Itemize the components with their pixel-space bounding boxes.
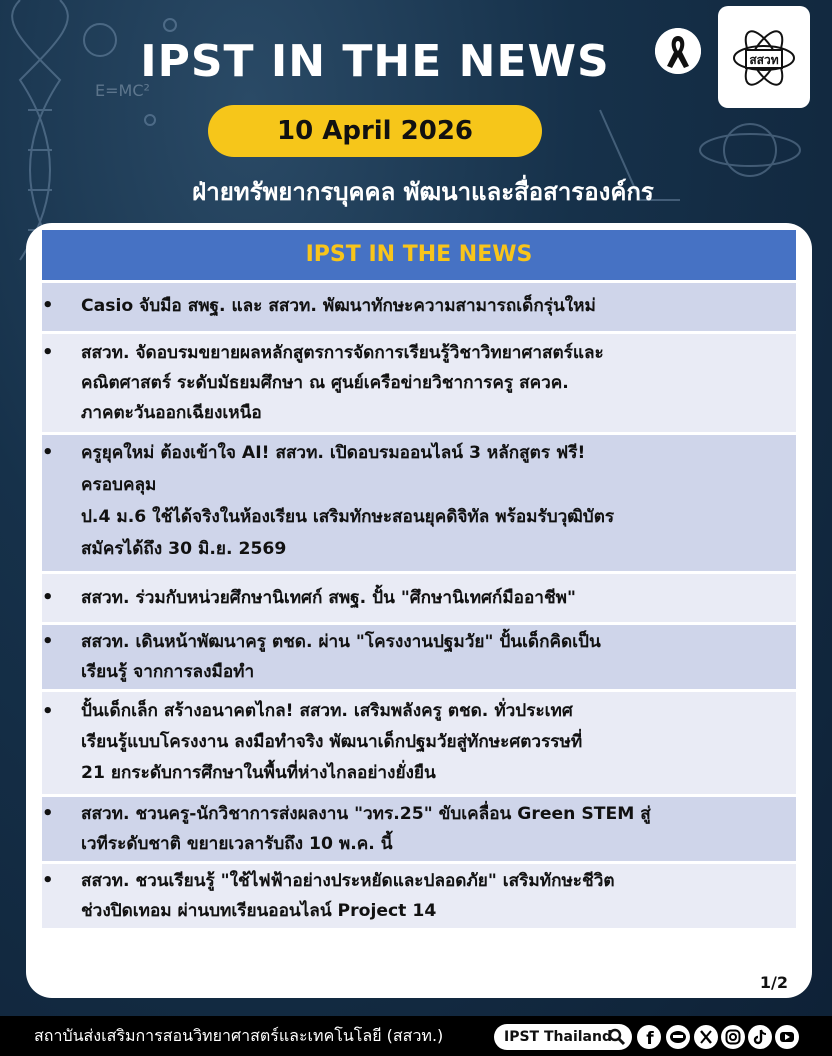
news-item[interactable]	[42, 797, 796, 861]
bullet-icon: •	[42, 587, 54, 608]
news-item-text: สสวท. ร่วมกับหน่วยศึกษานิเทศก์ สพฐ. ปั้น "ศึกษานิเทศก์มืออาชีพ"	[81, 588, 576, 608]
news-item-text: สสวท. ชวนครู-นักวิชาการส่งผลงาน "วทร.25" ขับเคลื่อน Green STEM สู่ เวทีระดับชาติ ขยายเวลารับถึง 10 พ.ค. นี้	[81, 804, 651, 854]
date-badge: 10 April 2026	[208, 105, 542, 157]
news-item[interactable]	[42, 692, 796, 794]
bullet-icon: •	[42, 442, 54, 463]
news-item[interactable]	[42, 625, 796, 689]
social-handle-pill[interactable]	[494, 1024, 632, 1050]
news-item[interactable]	[42, 334, 796, 432]
news-table-heading: IPST IN THE NEWS	[42, 230, 796, 280]
news-item-text: Casio จับมือ สพฐ. และ สสวท. พัฒนาทักษะความสามารถเด็กรุ่นใหม่	[81, 296, 596, 316]
news-item-text: ครูยุคใหม่ ต้องเข้าใจ AI! สสวท. เปิดอบรมออนไลน์ 3 หลักสูตร ฟรี! ครอบคลุม ป.4 ม.6 ใช้ได้จริงในห้องเรียน เสริมทักษะสอนยุคดิจิทัล พร้อมรับวุฒิบัตร สมัครได้ถึง 30 มิ.ย. 2569	[81, 443, 615, 559]
svg-text:f: f	[646, 1029, 654, 1049]
social-handle: IPST Thailand	[504, 1029, 612, 1045]
facebook-icon[interactable]	[636, 1024, 662, 1050]
news-item-text: ปั้นเด็กเล็ก สร้างอนาคตไกล! สสวท. เสริมพลังครู ตชด. ทั่วประเทศ เรียนรู้แบบโครงงาน ลงมือทำจริง พัฒนาเด็กปฐมวัยสู่ทักษะศตวรรษที่ 21 ยกระดับการศึกษาในพื้นที่ห่างไกลอย่างยั่งยืน	[81, 701, 583, 783]
logo-text: สสวท	[749, 53, 779, 67]
news-item[interactable]	[42, 283, 796, 331]
instagram-icon[interactable]	[720, 1024, 746, 1050]
page-number: 1/2	[759, 973, 788, 992]
mourning-ribbon-icon	[655, 28, 701, 74]
news-item[interactable]	[42, 435, 796, 571]
bullet-icon: •	[42, 870, 54, 891]
bullet-icon: •	[42, 295, 54, 316]
ipst-logo	[718, 6, 810, 108]
news-item-text: สสวท. จัดอบรมขยายผลหลักสูตรการจัดการเรียนรู้วิชาวิทยาศาสตร์และ คณิตศาสตร์ ระดับมัธยมศึกษา ณ ศูนย์เครือข่ายวิชาการครู สควค. ภาคตะวันออกเฉียงเหนือ	[81, 343, 604, 423]
news-item[interactable]	[42, 574, 796, 622]
bullet-icon: •	[42, 803, 54, 824]
tiktok-icon[interactable]	[747, 1024, 773, 1050]
bullet-icon: •	[42, 701, 54, 722]
bullet-icon: •	[42, 631, 54, 652]
page-title: IPST IN THE NEWS	[140, 36, 610, 87]
news-list	[42, 283, 796, 931]
department-subtitle: ฝ่ายทรัพยากรบุคคล พัฒนาและสื่อสารองค์กร	[192, 178, 654, 206]
news-item-text: สสวท. ชวนเรียนรู้ "ใช้ไฟฟ้าอย่างประหยัดและปลอดภัย" เสริมทักษะชีวิต ช่วงปิดเทอม ผ่านบทเรียนออนไลน์ Project 14	[81, 871, 615, 921]
search-icon	[608, 1028, 626, 1046]
x-icon[interactable]	[693, 1024, 719, 1050]
bullet-icon: •	[42, 342, 54, 363]
footer-organization: สถาบันส่งเสริมการสอนวิทยาศาสตร์และเทคโนโลยี (สสวท.)	[34, 1026, 444, 1045]
youtube-icon[interactable]	[774, 1024, 800, 1050]
news-item-text: สสวท. เดินหน้าพัฒนาครู ตชด. ผ่าน "โครงงานปฐมวัย" ปั้นเด็กคิดเป็น เรียนรู้ จากการลงมือทำ	[81, 632, 601, 682]
news-item[interactable]	[42, 864, 796, 928]
formula-text: E=MC²	[95, 81, 150, 100]
line-icon[interactable]	[665, 1024, 691, 1050]
